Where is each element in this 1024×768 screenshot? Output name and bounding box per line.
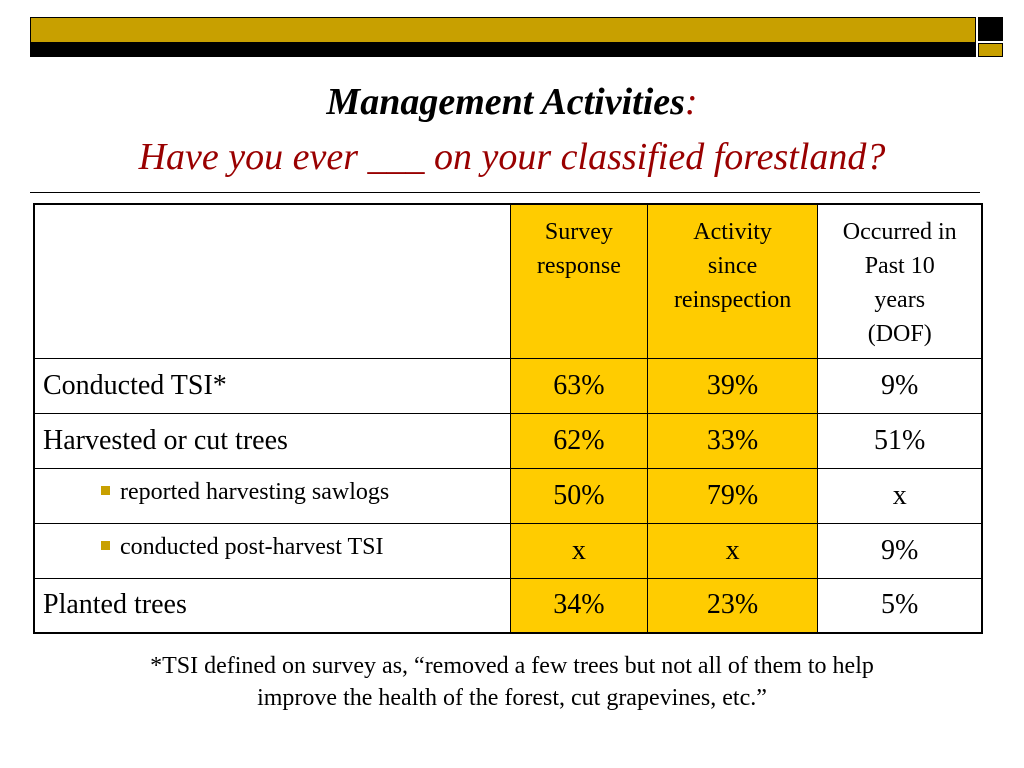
survey-value: 34% — [511, 578, 648, 633]
header-past-line: Occurred in — [842, 219, 957, 245]
slide-title-colon: : — [684, 81, 698, 123]
header-survey-line: Survey — [544, 219, 613, 245]
top-decor-bar-gold — [31, 18, 975, 42]
activity-value: 33% — [647, 413, 818, 468]
header-activity-since-reinspection — [647, 204, 818, 358]
past-value: x — [818, 468, 982, 523]
activity-value: 79% — [647, 468, 818, 523]
row-label: conducted post-harvest TSI — [120, 533, 384, 560]
title-divider — [30, 192, 980, 193]
footnote-line: improve the health of the forest, cut grapevines, etc.” — [257, 685, 767, 711]
bullet-square-icon — [101, 541, 110, 550]
corner-decor-black — [978, 17, 1003, 41]
survey-value: 62% — [511, 413, 648, 468]
table-header-row — [34, 204, 982, 358]
header-activity-line: since — [707, 253, 758, 279]
tsi-footnote — [0, 650, 1024, 714]
header-survey-response — [511, 204, 648, 358]
header-past-line: years — [874, 287, 926, 313]
table-row-post-harvest-tsi — [34, 523, 982, 578]
activity-value: 39% — [647, 358, 818, 413]
activity-value: x — [647, 523, 818, 578]
header-past-line: Past 10 — [864, 253, 935, 279]
table-row-harvested-trees — [34, 413, 982, 468]
table-row-conducted-tsi — [34, 358, 982, 413]
row-label: reported harvesting sawlogs — [120, 478, 390, 505]
corner-decor-gold — [978, 43, 1003, 57]
header-activity-line: reinspection — [673, 287, 792, 313]
slide-subtitle: Have you ever ___ on your classified forestland? — [138, 136, 886, 178]
header-past-line: (DOF) — [867, 321, 932, 347]
row-label: Harvested or cut trees — [34, 413, 511, 468]
past-value: 9% — [818, 358, 982, 413]
top-decor-bar — [30, 17, 976, 57]
past-value: 51% — [818, 413, 982, 468]
survey-value: 63% — [511, 358, 648, 413]
table-row-planted-trees — [34, 578, 982, 633]
row-sub-label — [34, 468, 511, 523]
activities-table — [33, 203, 983, 634]
row-label: Planted trees — [34, 578, 511, 633]
slide-title — [0, 79, 1024, 125]
header-empty-cell — [34, 204, 511, 358]
table-row-harvesting-sawlogs — [34, 468, 982, 523]
row-sub-label — [34, 523, 511, 578]
header-survey-line: response — [536, 253, 621, 279]
survey-value: 50% — [511, 468, 648, 523]
activity-value: 23% — [647, 578, 818, 633]
header-activity-line: Activity — [693, 219, 772, 245]
slide-title-main: Management Activities — [326, 81, 685, 123]
row-label: Conducted TSI* — [34, 358, 511, 413]
header-past-10-years — [818, 204, 982, 358]
survey-value: x — [511, 523, 648, 578]
bullet-square-icon — [101, 486, 110, 495]
footnote-line: *TSI defined on survey as, “removed a few trees but not all of them to help — [150, 653, 874, 679]
past-value: 5% — [818, 578, 982, 633]
past-value: 9% — [818, 523, 982, 578]
